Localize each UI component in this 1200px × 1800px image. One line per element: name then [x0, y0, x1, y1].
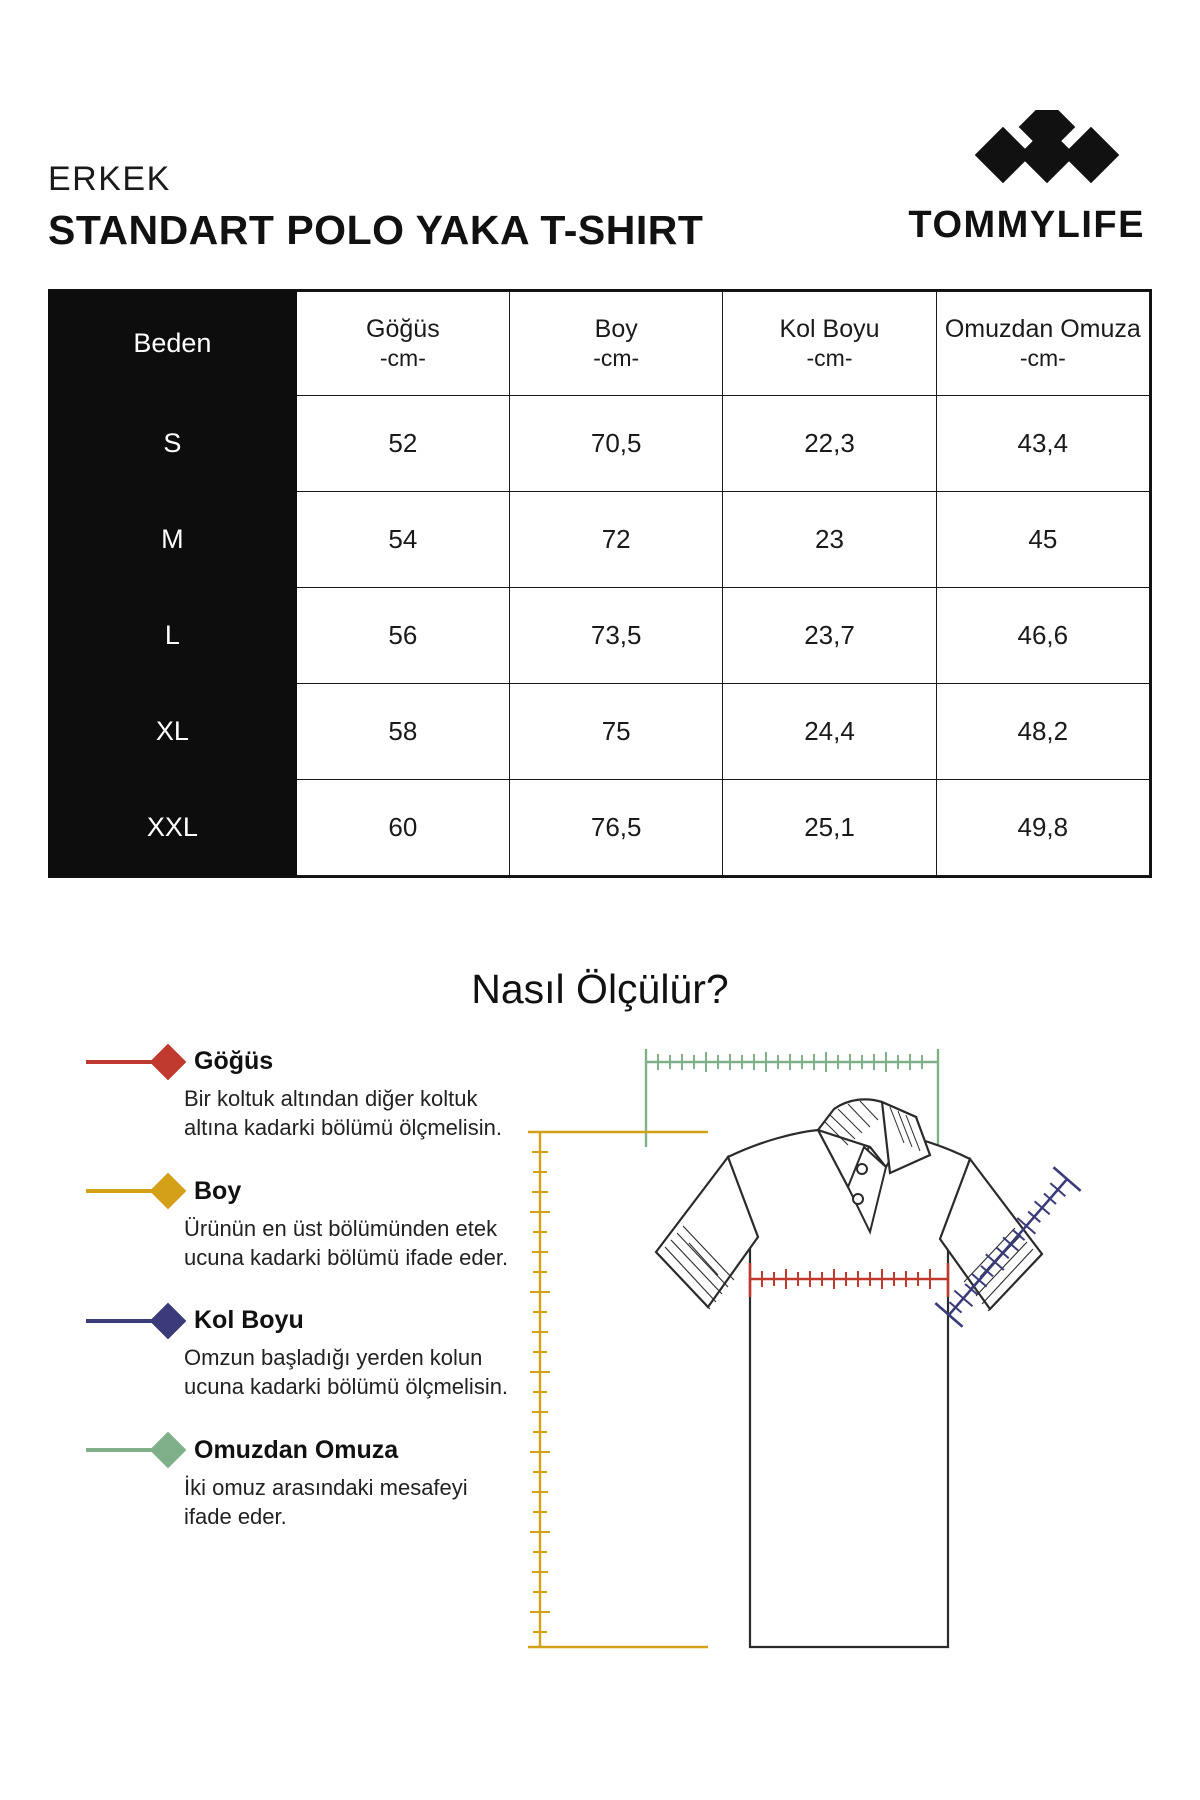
length-measure-line: [528, 1132, 708, 1647]
legend-desc-chest: Bir koltuk altından diğer koltuk altına kadarki bölümü ölçmelisin.: [184, 1086, 502, 1141]
cell-length: 76,5: [510, 780, 723, 876]
length-diamond-icon: [150, 1173, 187, 1210]
chest-lead-line: [86, 1060, 158, 1064]
table-row: [49, 780, 1150, 876]
sleeve-lead-line: [86, 1319, 158, 1323]
table-row: [49, 492, 1150, 588]
cell-length: 72: [510, 492, 723, 588]
table-row: [49, 684, 1150, 780]
legend-desc-length: Ürünün en üst bölümünden etek ucuna kadarki bölümü ifade eder.: [184, 1215, 509, 1270]
cell-size: M: [49, 492, 297, 588]
length-lead-line: [86, 1189, 158, 1193]
page-title: STANDART POLO YAKA T-SHIRT: [48, 207, 704, 253]
legend-label-chest: Göğüs: [194, 1047, 274, 1075]
cell-shoulder: 46,6: [936, 588, 1149, 684]
cell-chest: 60: [296, 780, 509, 876]
cell-sleeve: 22,3: [723, 396, 936, 492]
cell-sleeve: 23: [723, 492, 936, 588]
cell-size: XXL: [49, 780, 297, 876]
brand-block: [908, 110, 1145, 251]
legend-label-sleeve: Kol Boyu: [194, 1306, 304, 1334]
cell-sleeve: 25,1: [723, 780, 936, 876]
measure-legend: [48, 1047, 518, 1667]
howto-title: Nasıl Ölçülür?: [471, 966, 729, 1012]
cell-length: 73,5: [510, 588, 723, 684]
column-header-chest: Göğüs -cm-: [296, 292, 509, 396]
shoulder-lead-line: [86, 1448, 158, 1452]
cell-size: L: [49, 588, 297, 684]
diamond-grid-logo-icon: [929, 110, 1125, 196]
cell-sleeve: 23,7: [723, 588, 936, 684]
cell-shoulder: 45: [936, 492, 1149, 588]
column-header-shoulder: Omuzdan Omuza -cm-: [936, 292, 1149, 396]
cell-size: S: [49, 396, 297, 492]
legend-item-sleeve: [86, 1306, 518, 1402]
page-header: [0, 0, 1200, 251]
column-header-sleeve: Kol Boyu -cm-: [723, 292, 936, 396]
legend-desc-sleeve: Omzun başladığı yerden kolun ucuna kadarki bölümü ölçmelisin.: [184, 1345, 509, 1400]
legend-item-length: [86, 1177, 518, 1273]
howto-section: [0, 1047, 1200, 1667]
cell-shoulder: 43,4: [936, 396, 1149, 492]
cell-shoulder: 48,2: [936, 684, 1149, 780]
sleeve-diamond-icon: [150, 1302, 187, 1339]
cell-length: 75: [510, 684, 723, 780]
column-header-size: Beden: [49, 292, 297, 396]
cell-chest: 58: [296, 684, 509, 780]
legend-item-chest: [86, 1047, 518, 1143]
title-block: [48, 162, 703, 251]
table-row: [49, 396, 1150, 492]
shoulder-diamond-icon: [150, 1432, 187, 1469]
legend-label-shoulder: Omuzdan Omuza: [194, 1435, 399, 1464]
cell-chest: 54: [296, 492, 509, 588]
table-row: [49, 588, 1150, 684]
polo-shirt-measure-diagram-icon: [518, 1047, 1160, 1667]
cell-shoulder: 49,8: [936, 780, 1149, 876]
cell-size: XL: [49, 684, 297, 780]
column-header-length: Boy -cm-: [510, 292, 723, 396]
size-table: [48, 289, 1152, 878]
chest-diamond-icon: [150, 1043, 187, 1080]
legend-item-shoulder: [86, 1436, 518, 1532]
table-header-row: [49, 292, 1150, 396]
legend-desc-shoulder: İki omuz arasındaki mesafeyi ifade eder.: [184, 1474, 468, 1529]
cell-chest: 52: [296, 396, 509, 492]
cell-chest: 56: [296, 588, 509, 684]
page-kicker: ERKEK: [48, 160, 171, 198]
legend-label-length: Boy: [194, 1176, 242, 1205]
brand-name: TOMMYLIFE: [908, 204, 1145, 246]
cell-length: 70,5: [510, 396, 723, 492]
cell-sleeve: 24,4: [723, 684, 936, 780]
